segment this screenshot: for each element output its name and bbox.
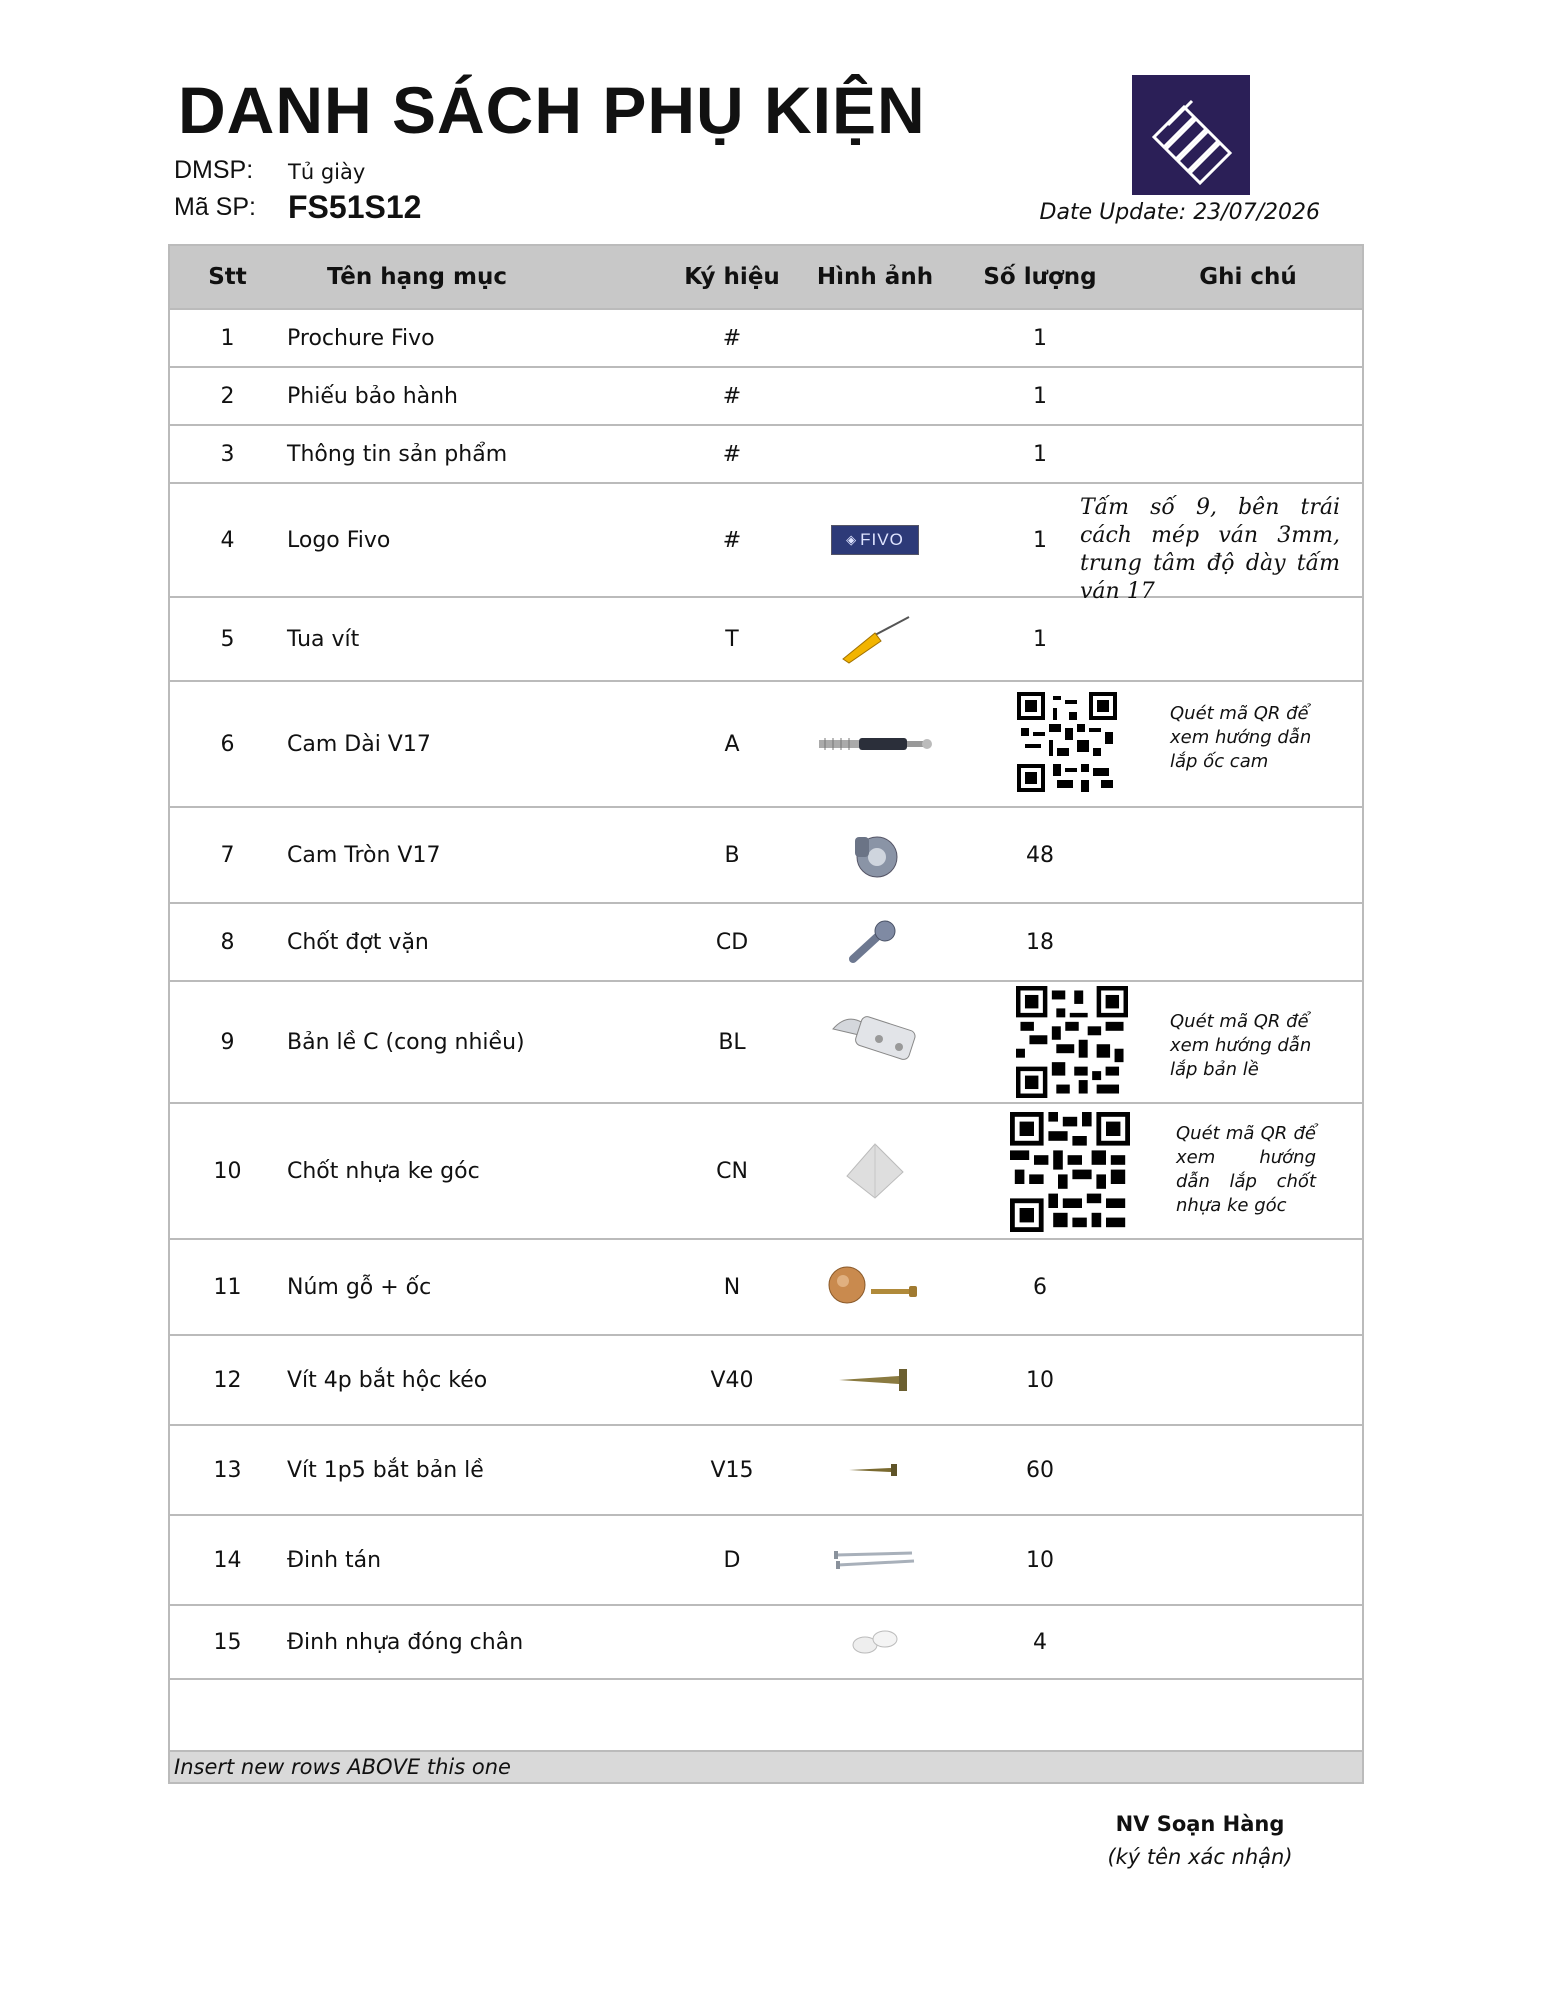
row-stt: 12	[213, 1367, 242, 1393]
col-name: Tên hạng mục	[326, 264, 507, 290]
row-symbol	[665, 1606, 799, 1678]
row-qty: 10	[1026, 1367, 1054, 1393]
fivo-logo-text: FIVO	[860, 530, 904, 549]
row-qty: 1	[1033, 626, 1047, 652]
row-symbol: #	[722, 527, 742, 553]
row-stt: 6	[220, 731, 235, 757]
dmsp-value: Tủ giày	[288, 160, 366, 184]
row-stt: 13	[213, 1457, 242, 1483]
row-name: Logo Fivo	[287, 527, 391, 553]
table-row	[168, 1336, 1364, 1426]
row-stt: 15	[213, 1629, 242, 1655]
table-row	[168, 904, 1364, 982]
row-qty: 48	[1026, 842, 1054, 868]
row-name: Phiếu bảo hành	[287, 383, 459, 409]
row-symbol: D	[723, 1547, 741, 1573]
long-cam-bolt-icon	[800, 682, 950, 806]
row-stt: 14	[213, 1547, 242, 1573]
col-stt: Stt	[208, 264, 247, 290]
table-row	[168, 310, 1364, 368]
row-symbol: #	[722, 383, 742, 409]
table-row	[168, 1426, 1364, 1516]
table-row	[168, 1516, 1364, 1606]
signer-title: NV Soạn Hàng	[1115, 1812, 1285, 1836]
row-name: Chốt đợt vặn	[287, 929, 429, 955]
row-symbol: BL	[718, 1029, 746, 1055]
plastic-corner-icon	[800, 1104, 950, 1238]
row-stt: 8	[220, 929, 235, 955]
twist-pin-icon	[800, 904, 950, 980]
row-symbol: T	[725, 626, 739, 652]
nail-icon	[800, 1516, 950, 1604]
row-name: Cam Tròn V17	[287, 842, 441, 868]
screw-short-icon	[800, 1426, 950, 1514]
row-stt: 1	[220, 325, 235, 351]
dmsp-label: DMSP:	[174, 156, 254, 184]
row-stt: 3	[220, 441, 235, 467]
table-row	[168, 484, 1364, 604]
table-row	[168, 598, 1364, 682]
qr-code-icon[interactable]	[1010, 1112, 1130, 1232]
wood-knob-icon	[800, 1240, 950, 1334]
row-qty: 18	[1026, 929, 1054, 955]
table-row	[168, 808, 1364, 904]
row-symbol: CN	[716, 1158, 748, 1184]
screw-long-icon	[800, 1336, 950, 1424]
table-row	[168, 1606, 1364, 1680]
row-name: Chốt nhựa ke góc	[287, 1158, 480, 1184]
date-update: Date Update: 23/07/2026	[1039, 200, 1320, 225]
row-qty: 60	[1026, 1457, 1054, 1483]
row-name: Đinh tán	[287, 1547, 382, 1573]
hinge-icon	[800, 982, 950, 1102]
qr-code-icon[interactable]	[1017, 692, 1117, 792]
row-qty: 1	[1033, 441, 1047, 467]
accessory-table	[168, 244, 1364, 1750]
qr-code-icon[interactable]	[1016, 986, 1128, 1098]
round-cam-icon	[800, 808, 950, 902]
row-qty: 1	[1033, 325, 1047, 351]
row-name: Đinh nhựa đóng chân	[287, 1629, 524, 1655]
table-row	[168, 982, 1364, 1104]
table-row	[168, 682, 1364, 808]
row-stt: 7	[220, 842, 235, 868]
row-note: Quét mã QR để xem hướng dẫn lắp chốt nhựa ke góc	[1176, 1123, 1316, 1216]
row-name: Vít 4p bắt hộc kéo	[287, 1367, 488, 1393]
row-qty: 1	[1033, 383, 1047, 409]
row-qty: 4	[1033, 1629, 1047, 1655]
row-note: Quét mã QR để xem hướng dẫn lắp bản lề	[1170, 1011, 1312, 1080]
masp-label: Mã SP:	[174, 193, 256, 221]
row-stt: 11	[213, 1274, 242, 1300]
row-note: Tấm số 9, bên trái cách mép ván 3mm, trung tâm độ dày tấm ván 17	[1080, 495, 1340, 604]
brand-logo	[1132, 75, 1250, 195]
masp-value: FS51S12	[288, 189, 422, 225]
row-note: Quét mã QR để xem hướng dẫn lắp ốc cam	[1170, 703, 1312, 772]
table-header	[168, 244, 1364, 310]
insert-rows-note: Insert new rows ABOVE this one	[168, 1750, 1364, 1784]
screwdriver-icon	[800, 598, 950, 680]
table-row	[168, 1104, 1364, 1240]
row-name: Bản lề C (cong nhiều)	[287, 1029, 525, 1055]
row-name: Tua vít	[287, 626, 360, 652]
row-name: Vít 1p5 bắt bản lề	[287, 1457, 484, 1483]
row-name: Cam Dài V17	[287, 731, 431, 757]
row-stt: 2	[220, 383, 235, 409]
fivo-logo-image: ◈ FIVO	[800, 484, 950, 596]
row-symbol: #	[722, 441, 742, 467]
row-qty: 1	[1033, 527, 1047, 553]
row-symbol: #	[722, 325, 742, 351]
row-symbol: CD	[715, 929, 749, 955]
row-stt: 5	[220, 626, 235, 652]
row-qty: 10	[1026, 1547, 1054, 1573]
signer-note: (ký tên xác nhận)	[1107, 1845, 1293, 1869]
row-stt: 9	[220, 1029, 235, 1055]
row-name: Thông tin sản phẩm	[287, 441, 508, 467]
row-symbol: V15	[710, 1457, 754, 1483]
row-symbol: N	[723, 1274, 741, 1300]
col-qty: Số lượng	[983, 264, 1097, 290]
page-title: DANH SÁCH PHỤ KIỆN	[178, 73, 926, 147]
table-row	[168, 426, 1364, 484]
row-stt: 4	[220, 527, 235, 553]
empty-row	[168, 1680, 1364, 1750]
table-row	[168, 368, 1364, 426]
row-qty: 6	[1033, 1274, 1047, 1300]
col-note: Ghi chú	[1199, 264, 1297, 290]
row-symbol: A	[724, 731, 740, 757]
row-name: Prochure Fivo	[287, 325, 435, 351]
table-row	[168, 1240, 1364, 1336]
row-symbol: V40	[710, 1367, 754, 1393]
plastic-foot-icon	[800, 1606, 950, 1678]
row-symbol: B	[724, 842, 740, 868]
col-symbol: Ký hiệu	[684, 264, 780, 290]
col-image: Hình ảnh	[816, 264, 934, 290]
row-stt: 10	[213, 1158, 242, 1184]
row-name: Núm gỗ + ốc	[287, 1274, 432, 1300]
